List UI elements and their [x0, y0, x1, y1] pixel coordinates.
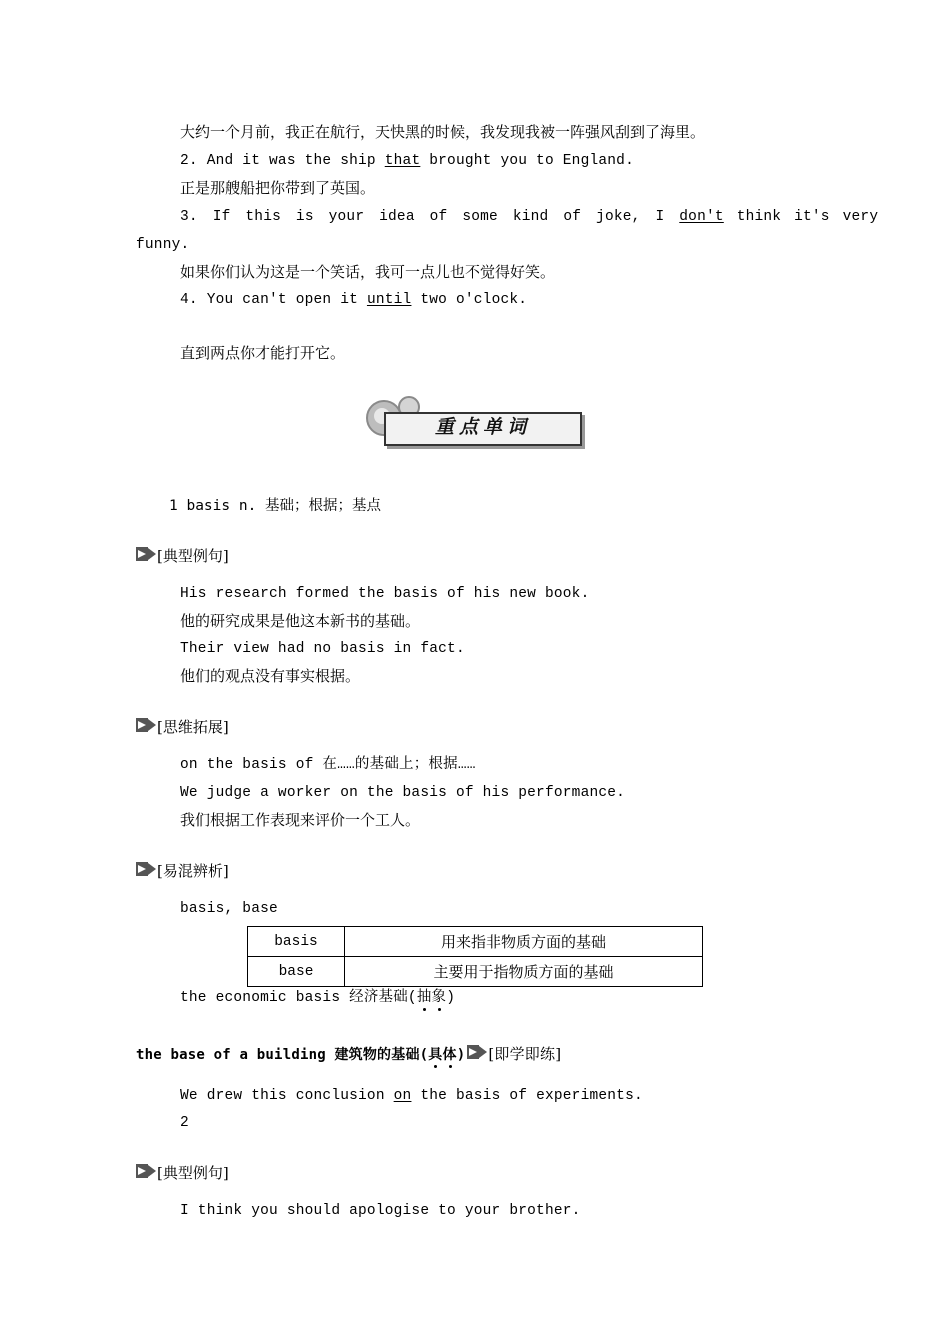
table-row: [248, 957, 703, 987]
sentence-2: [180, 151, 634, 171]
building-base-text: the base of a building 建筑物的基础(: [136, 1047, 429, 1063]
section-examples-1-label: [典型例句]: [157, 547, 229, 565]
example-2-en: Their view had no basis in fact.: [180, 641, 465, 657]
building-base-close: ): [456, 1047, 466, 1063]
building-base-line: [136, 1044, 561, 1065]
word-2-number: 2: [180, 1115, 189, 1131]
sentence-4-part-b: two o'clock.: [411, 292, 528, 308]
extend-phrase: on the basis of 在……的基础上；根据……: [180, 757, 476, 773]
section-examples-2-label: [典型例句]: [157, 1164, 229, 1182]
emphasis-char: 抽: [416, 990, 432, 1006]
table-row: [248, 927, 703, 957]
confuse-title: basis, base: [180, 901, 278, 917]
extend-example-zh: 我们根据工作表现来评价一个工人。: [180, 811, 421, 829]
sentence-4-part-a: 4. You can't open it: [180, 292, 367, 308]
sentence-2-part-b: brought you to England.: [420, 153, 634, 169]
section-banner: [364, 396, 584, 450]
extend-example-en: We judge a worker on the basis of his performance.: [180, 785, 626, 801]
translation-line-2: 正是那艘船把你带到了英国。: [180, 179, 376, 197]
economic-basis-close: ): [446, 990, 456, 1006]
translation-line-1: 大约一个月前，我正在航行，天快黑的时候，我发现我被一阵强风刮到了海里。: [180, 123, 706, 141]
emphasis-char: 象: [431, 990, 447, 1006]
economic-basis-line: [180, 988, 455, 1008]
translation-line-3: 如果你们认为这是一个笑话，我可一点儿也不觉得好笑。: [180, 263, 556, 281]
sentence-3-part-b: think it's very: [723, 209, 879, 225]
practice-part-a: We drew this conclusion: [180, 1088, 394, 1104]
section-extend-label: [思维拓展]: [157, 718, 229, 736]
sentence-4: [180, 290, 527, 310]
section-practice-label: [即学即练]: [488, 1045, 562, 1063]
section-examples-2: [136, 1163, 229, 1183]
play-marker-icon: [136, 862, 156, 877]
table-cell-word: base: [248, 957, 345, 987]
practice-part-b: the basis of experiments.: [411, 1088, 643, 1104]
sentence-2-underlined: that: [384, 153, 421, 169]
comparison-table: [247, 926, 703, 987]
example-2-zh: 他们的观点没有事实根据。: [180, 667, 361, 685]
example-1-zh: 他的研究成果是他这本新书的基础。: [180, 612, 421, 630]
section-examples-1: [136, 546, 229, 566]
emphasis-char: 具: [428, 1047, 443, 1063]
sentence-3-part-a: 3. If this is your idea of some kind of joke, I: [180, 209, 680, 225]
practice-answer: on: [393, 1088, 412, 1104]
translation-line-4: 直到两点你才能打开它。: [180, 344, 346, 362]
sentence-3-continuation: funny.: [136, 237, 190, 253]
sentence-2-part-a: 2. And it was the ship: [180, 153, 385, 169]
play-marker-icon: [467, 1045, 487, 1060]
play-marker-icon: [136, 547, 156, 562]
section-confuse: [136, 861, 229, 881]
play-marker-icon: [136, 718, 156, 733]
play-marker-icon: [136, 1164, 156, 1179]
banner-title: 重点单词: [434, 416, 531, 438]
section-extend: [136, 717, 229, 737]
table-cell-word: basis: [248, 927, 345, 957]
sentence-4-underlined: until: [366, 292, 412, 308]
word-2-example-en: I think you should apologise to your brother.: [180, 1203, 581, 1219]
table-cell-meaning: 用来指非物质方面的基础: [345, 927, 703, 957]
economic-basis-text: the economic basis 经济基础(: [180, 990, 417, 1006]
example-1-en: His research formed the basis of his new book.: [180, 586, 590, 602]
sentence-3: [180, 207, 879, 227]
section-confuse-label: [易混辨析]: [157, 862, 229, 880]
word-heading: 1 basis n. 基础；根据；基点: [169, 498, 382, 514]
table-cell-meaning: 主要用于指物质方面的基础: [345, 957, 703, 987]
emphasis-char: 体: [442, 1047, 457, 1063]
sentence-3-underlined: don't: [679, 209, 724, 225]
practice-sentence: [180, 1086, 643, 1106]
